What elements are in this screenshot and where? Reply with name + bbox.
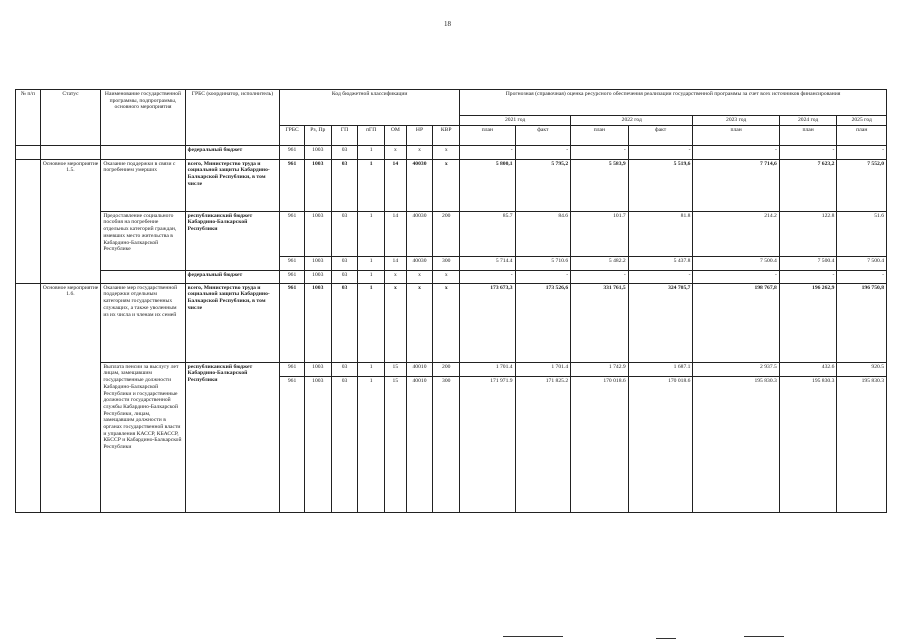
source-cell: федеральный бюджет (185, 270, 280, 283)
source-cell: всего, Министерство труда и социальной защиты Кабардино-Балкарской Республики, в том числе (185, 159, 280, 211)
source-cell: федеральный бюджет (185, 145, 280, 159)
col-status-header: Статус (40, 90, 101, 146)
table-row: федеральный бюджет 961 1003 03 1 х х х - - - - - - - (16, 270, 887, 283)
code-header: ГП (331, 125, 358, 145)
name-cell: Предоставление социального пособия на погребение отдельных категорий граждан, имевших место жительства в Кабардино-Балкарской Республике (101, 211, 185, 270)
col-grbs-header: ГРБС (координатор, исполнитель) (185, 90, 280, 146)
year-2024-header: 2024 год (779, 116, 837, 126)
name-cell: Выплата пенсии за выслугу лет лицам, замещавшим государственные должности Кабардино-Балкарской Республики и государственные должности государственной службы Кабардино-Балкарской Республики, лицам, замещавшим должности в органах государственной власти и управления КАССР, КБАССР, КБССР и Кабардино-Балкарской Республики (101, 362, 185, 512)
header-row-1 (16, 90, 887, 116)
table-row: Основное мероприятие 1.6. Оказание мер государственной поддержки отдельным категориям государственных служащих, а также уволенным из их числа и членам их семей всего, Министерство труда и социальной защиты Кабардино-Балкарской Республики, в том числе 961 1003 03 1 х х х 173 673,3 173 526,6 331 761,5 324 705,7 198 767,8 196 262,9 196 750,8 (16, 283, 887, 362)
sub-header: план (779, 125, 837, 145)
table-row: Предоставление социального пособия на погребение отдельных категорий граждан, имевших место жительства в Кабардино-Балкарской Республике республиканский бюджет Кабардино-Балкарской Республики 961 1003 03 1 14 40030 200 85.7 84.6 101.7 81.8 214.2 122.8 51.6 (16, 211, 887, 256)
forecast-header: Прогнозная (справочная) оценка ресурсного обеспечения реализации государственной программы за счет всех источников финансирования (460, 90, 887, 116)
table-row: 961 1003 03 1 15 40010 300 171 971.9 171 825.2 170 018.6 170 018.6 195 830.3 195 830.3 195 830.3 (16, 376, 887, 512)
scan-artifact (744, 636, 784, 637)
sub-header: план (571, 125, 629, 145)
code-header: ОМ (385, 125, 407, 145)
code-header: КВР (433, 125, 460, 145)
page-number: 18 (444, 20, 451, 28)
code-header: НР (406, 125, 433, 145)
code-header: пГП (358, 125, 385, 145)
table-row: федеральный бюджет 961 1003 03 1 х х х - - - - - - - (16, 145, 887, 159)
table-row: 961 1003 03 1 14 40030 300 5 714.4 5 710.6 5 482.2 5 437.8 7 500.4 7 500.4 7 500.4 (16, 256, 887, 270)
year-2021-header: 2021 год (460, 116, 571, 126)
source-cell: республиканский бюджет Кабардино-Балкарской Республики (185, 362, 280, 512)
table-row: Выплата пенсии за выслугу лет лицам, замещавшим государственные должности Кабардино-Балкарской Республики и государственные должности государственной службы Кабардино-Балкарской Республики, лицам, замещавшим должности в органах государственной власти и управления КАССР, КБАССР, КБССР и Кабардино-Балкарской Республики республиканский бюджет Кабардино-Балкарской Республики 961 1003 03 1 15 40010 200 1 701.4 1 701.4 1 742.9 1 687.1 2 937.5 432.6 920.5 (16, 362, 887, 376)
status-cell: Основное мероприятие 1.5. (40, 159, 101, 283)
budget-table (15, 89, 887, 513)
code-header: Рз, Пр (304, 125, 331, 145)
code-header: ГРБС (280, 125, 305, 145)
sub-header: план (693, 125, 779, 145)
source-cell: всего, Министерство труда и социальной защиты Кабардино-Балкарской Республики, в том числе (185, 283, 280, 362)
name-cell: Оказание мер государственной поддержки отдельным категориям государственных служащих, а также уволенным из их числа и членам их семей (101, 283, 185, 362)
year-2025-header: 2025 год (837, 116, 887, 126)
scan-artifact (503, 636, 563, 637)
sub-header: план (837, 125, 887, 145)
sub-header: план (460, 125, 516, 145)
sub-header: факт (628, 125, 693, 145)
year-2023-header: 2023 год (693, 116, 779, 126)
code-group-header: Код бюджетной классификации (280, 90, 460, 126)
name-cell: Оказание поддержки в связи с погребением умерших (101, 159, 185, 211)
scan-artifact (656, 638, 676, 639)
table-row: Основное мероприятие 1.5. Оказание поддержки в связи с погребением умерших всего, Министерство труда и социальной защиты Кабардино-Балкарской Республики, в том числе 961 1003 03 1 14 40030 х 5 800,1 5 795,2 5 583,9 5 519,6 7 714,6 7 623,2 7 552,0 (16, 159, 887, 211)
source-cell: республиканский бюджет Кабардино-Балкарской Республики (185, 211, 280, 270)
year-2022-header: 2022 год (571, 116, 693, 126)
col-num-header: № п/п (16, 90, 41, 146)
sub-header: факт (515, 125, 571, 145)
status-cell: Основное мероприятие 1.6. (40, 283, 101, 512)
col-name-header: Наименование государственной программы, подпрограммы, основного мероприятия (101, 90, 185, 146)
